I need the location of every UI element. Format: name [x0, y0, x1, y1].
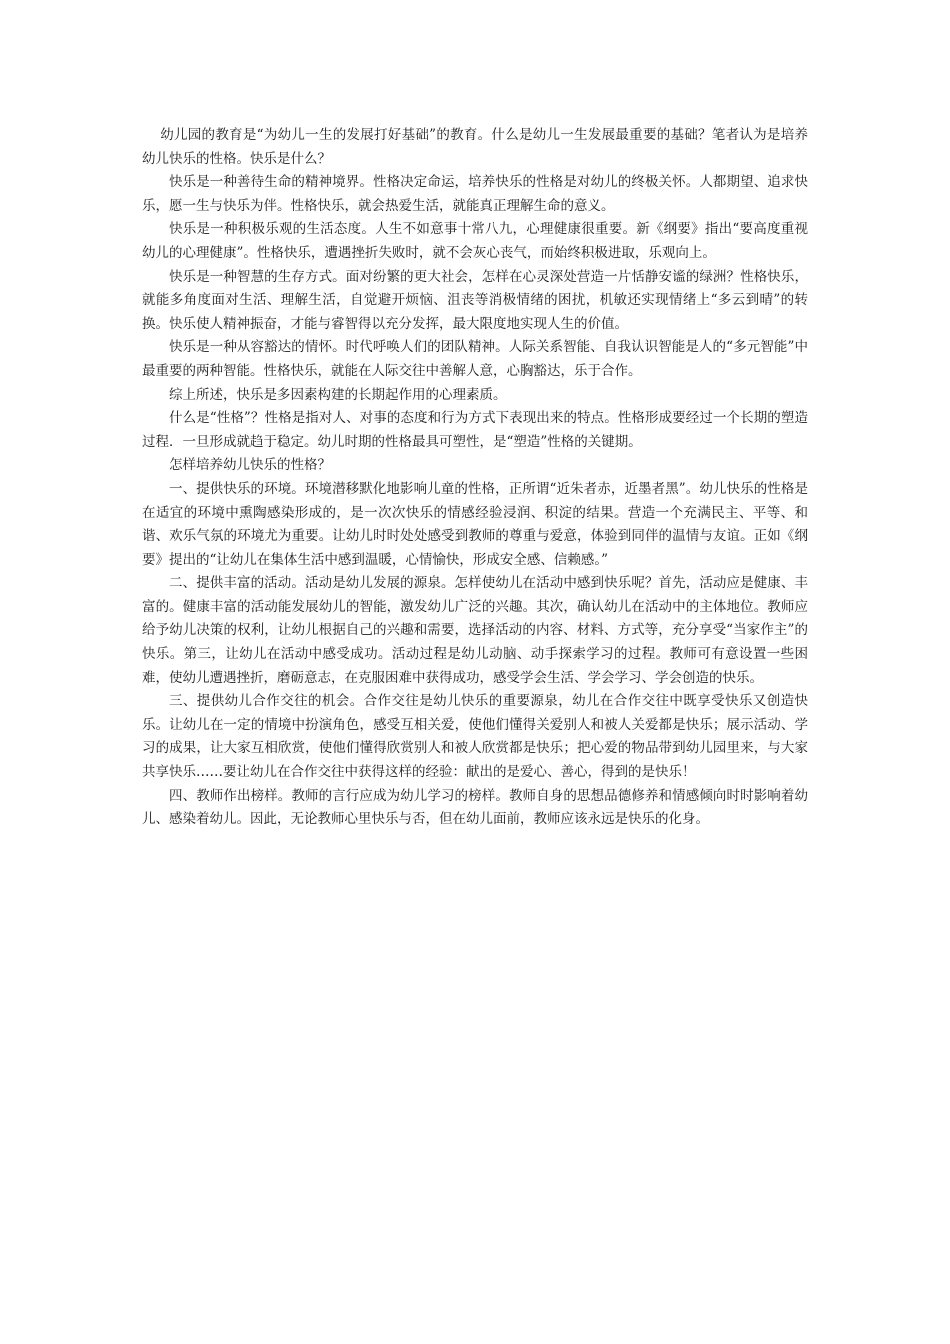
paragraph-question: 怎样培养幼儿快乐的性格？ — [169, 457, 331, 474]
paragraph-wisdom: 快乐是一种智慧的生存方式。面对纷繁的更大社会，怎样在心灵深处营造一片恬静安谧的绿洲？性格快乐，就能多角度面对生活、理解生活，自觉避开烦恼、沮丧等消极情绪的困扰，机敏还实现情绪上“多云到晴”的转换。快乐使人精神振奋，才能与睿智得以充分发挥，最大限度地实现人生的价值。 — [142, 268, 808, 332]
paragraph-point-activities: 二、提供丰富的活动。活动是幼儿发展的源泉。怎样使幼儿在活动中感到快乐呢？首先，活动应是健康、丰富的。健康丰富的活动能发展幼儿的智能，激发幼儿广泛的兴趣。其次，确认幼儿在活动中的主体地位。教师应给予幼儿决策的权利，让幼儿根据自己的兴趣和需要，选择活动的内容、材料、方式等，充分享受“当家作主”的快乐。第三，让幼儿在活动中感受成功。活动过程是幼儿动脑、动手探索学习的过程。教师可有意设置一些困难，使幼儿遭遇挫折，磨砺意志，在克服困难中获得成功，感受学会生活、学会学习、学会创造的快乐。 — [142, 575, 808, 686]
paragraph-point-environment: 一、提供快乐的环境。环境潜移默化地影响儿童的性格，正所谓“近朱者赤，近墨者黑”。幼儿快乐的性格是在适宜的环境中熏陶感染形成的，是一次次快乐的情感经验浸润、积淀的结果。营造一个充满民主、平等、和谐、欢乐气氛的环境尤为重要。让幼儿时时处处感受到教师的尊重与爱意，体验到同伴的温情与友谊。正如《纲要》提出的“让幼儿在集体生活中感到温暖，心情愉快，形成安全感、信赖感。” — [142, 480, 808, 568]
paragraph-point-cooperation: 三、提供幼儿合作交往的机会。合作交往是幼儿快乐的重要源泉，幼儿在合作交往中既享受快乐又创造快乐。让幼儿在一定的情境中扮演角色，感受互相关爱，使他们懂得关爱别人和被人关爱都是快乐；展示活动、学习的成果，让大家互相欣赏，使他们懂得欣赏别人和被人欣赏都是快乐；把心爱的物品带到幼儿园里来，与大家共享快乐……要让幼儿在合作交往中获得这样的经验：献出的是爱心、善心，得到的是快乐！ — [142, 693, 808, 781]
document-body — [142, 124, 808, 832]
paragraph-summary: 综上所述，快乐是多因素构建的长期起作用的心理素质。 — [169, 386, 507, 403]
paragraph-character-definition: 什么是“性格”？性格是指对人、对事的态度和行为方式下表现出来的特点。性格形成要经过一个长期的塑造过程．一旦形成就趋于稳定。幼儿时期的性格最具可塑性，是“塑造”性格的关键期。 — [142, 410, 808, 450]
paragraph-point-teacher: 四、教师作出榜样。教师的言行应成为幼儿学习的榜样。教师自身的思想品德修养和情感倾向时时影响着幼儿、感染着幼儿。因此，无论教师心里快乐与否，但在幼儿面前，教师应该永远是快乐的化身。 — [142, 787, 808, 828]
paragraph-mindset: 快乐是一种从容豁达的情怀。时代呼唤人们的团队精神。人际关系智能、自我认识智能是人的“多元智能”中最重要的两种智能。性格快乐，就能在人际交往中善解人意，心胸豁达，乐于合作。 — [142, 339, 808, 379]
paragraph-attitude: 快乐是一种积极乐观的生活态度。人生不如意事十常八九，心理健康很重要。新《纲要》指出“要高度重视幼儿的心理健康”。性格快乐，遭遇挫折失败时，就不会灰心丧气，而始终积极进取，乐观向上。 — [142, 221, 808, 261]
paragraph-intro: 幼儿园的教育是“为幼儿一生的发展打好基础”的教育。什么是幼儿一生发展最重要的基础？笔者认为是培养幼儿快乐的性格。快乐是什么？ — [142, 127, 808, 167]
paragraph-spirit: 快乐是一种善待生命的精神境界。性格决定命运，培养快乐的性格是对幼儿的终极关怀。人都期望、追求快乐，愿一生与快乐为伴。性格快乐，就会热爱生活，就能真正理解生命的意义。 — [142, 174, 808, 214]
